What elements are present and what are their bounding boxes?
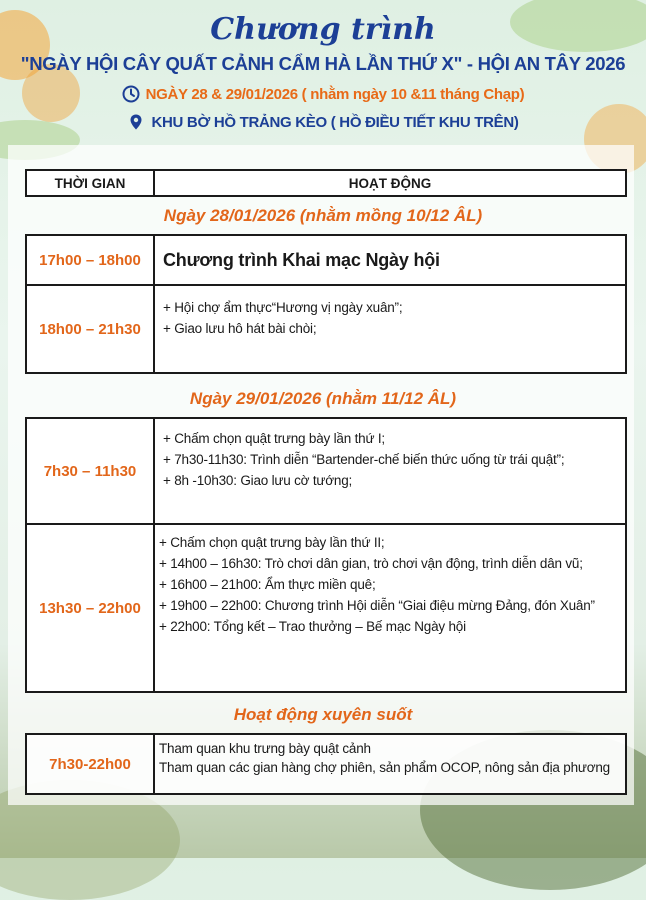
activity-line: + 22h00: Tổng kết – Trao thưởng – Bế mạc Ngày hội xyxy=(159,619,466,634)
activity-line: + Hội chợ ẩm thực“Hương vị ngày xuân”; xyxy=(163,300,403,315)
activity-line: + 8h -10h30: Giao lưu cờ tướng; xyxy=(163,473,353,488)
activity-line: + 7h30-11h30: Trình diễn “Bartender-chế biến thức uống từ trái quật”; xyxy=(163,452,565,467)
event-location-text: KHU BỜ HỒ TRẢNG KÈO ( HỒ ĐIỀU TIẾT KHU TRÊN) xyxy=(151,113,519,131)
event-date-line xyxy=(0,85,646,103)
activity-cell xyxy=(155,286,625,372)
activity-cell xyxy=(155,419,625,523)
activity-line: + Giao lưu hô hát bài chòi; xyxy=(163,321,317,336)
time-cell: 13h30 – 22h00 xyxy=(27,525,155,691)
day1-schedule-block xyxy=(25,234,627,374)
ongoing-schedule-block xyxy=(25,733,627,795)
activity-line: Tham quan các gian hàng chợ phiên, sản phẩm OCOP, nông sản địa phương xyxy=(159,760,610,775)
event-location-line xyxy=(0,113,646,131)
activity-cell xyxy=(155,236,625,284)
table-row xyxy=(27,419,625,523)
table-header xyxy=(25,169,627,197)
activity-line: + Chấm chọn quật trưng bày lần thứ II; xyxy=(159,535,385,550)
table-row xyxy=(27,284,625,372)
activity-line: + 19h00 – 22h00: Chương trình Hội diễn “Giai điệu mừng Đảng, đón Xuân” xyxy=(159,598,595,613)
time-cell: 7h30 – 11h30 xyxy=(27,419,155,523)
activity-line: Tham quan khu trưng bày quật cảnh xyxy=(159,741,371,756)
activity-line: + 14h00 – 16h30: Trò chơi dân gian, trò chơi vận động, trình diễn dân vũ; xyxy=(159,556,583,571)
column-header-activity: HOẠT ĐỘNG xyxy=(348,175,432,191)
day1-title: Ngày 28/01/2026 (nhằm mồng 10/12 ÂL) xyxy=(163,206,483,225)
day2-schedule-block xyxy=(25,417,627,693)
event-subtitle: "NGÀY HỘI CÂY QUẤT CẢNH CẨM HÀ LẦN THỨ X" - HỘI AN TÂY 2026 xyxy=(20,53,626,74)
activity-line: Chương trình Khai mạc Ngày hội xyxy=(163,249,440,270)
activity-cell xyxy=(155,735,625,793)
event-date-text: NGÀY 28 & 29/01/2026 ( nhằm ngày 10 &11 tháng Chạp) xyxy=(145,85,525,103)
day2-title: Ngày 29/01/2026 (nhằm 11/12 ÂL) xyxy=(189,389,457,408)
activity-line: + 16h00 – 21h00: Ẩm thực miền quê; xyxy=(159,577,376,592)
ongoing-title: Hoạt động xuyên suốt xyxy=(233,705,413,724)
activity-cell xyxy=(155,525,625,691)
table-row xyxy=(27,236,625,284)
page-title: Chương trình xyxy=(210,12,436,47)
location-pin-icon xyxy=(127,113,145,131)
table-row xyxy=(27,523,625,691)
activity-line: + Chấm chọn quật trưng bày lần thứ I; xyxy=(163,431,385,446)
time-cell: 7h30-22h00 xyxy=(27,735,155,793)
time-cell: 17h00 – 18h00 xyxy=(27,236,155,284)
column-header-time: THỜI GIAN xyxy=(27,171,155,195)
time-cell: 18h00 – 21h30 xyxy=(27,286,155,372)
clock-icon xyxy=(122,85,140,103)
